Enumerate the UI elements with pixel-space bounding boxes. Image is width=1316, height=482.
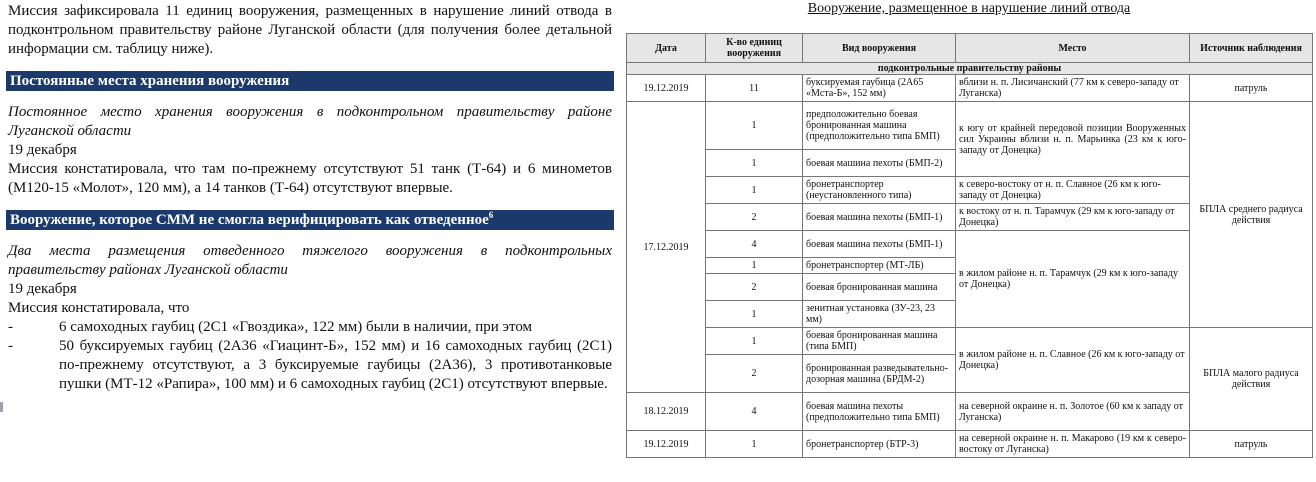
section-heading-storage <box>6 71 614 91</box>
section-heading-unverified <box>6 210 614 230</box>
cell-type: боевая машина пехоты (БМП-1) <box>803 204 956 231</box>
table-title: Вооружение, размещенное в нарушение линий отвода <box>807 1 1131 16</box>
table-header-row <box>627 34 1313 63</box>
table-row <box>627 431 1313 458</box>
cell-type: бронетранспортер (МТ-ЛБ) <box>803 258 956 274</box>
cell-place: в жилом районе н. п. Славное (26 км к юго-западу от Донецка) <box>956 328 1190 393</box>
table-row <box>627 75 1313 102</box>
weapons-table-panel <box>626 0 1312 458</box>
cell-type: буксируемая гаубица (2А65 «Мста-Б», 152 мм) <box>803 75 956 102</box>
cell-type: боевая бронированная машина (типа БМП) <box>803 328 956 355</box>
cell-count: 1 <box>706 258 803 274</box>
cell-type: боевая машина пехоты (БМП-2) <box>803 150 956 177</box>
cell-count: 1 <box>706 102 803 150</box>
cell-type: бронетранспортер (БТР-3) <box>803 431 956 458</box>
cell-count: 2 <box>706 204 803 231</box>
cell-count: 1 <box>706 301 803 328</box>
cell-count: 2 <box>706 274 803 301</box>
list-item: - 50 буксируемых гаубиц (2А36 «Гиацинт-Б», 152 мм) и 16 самоходных гаубиц (2С1) по-прежнему отсутствуют, а 3 буксируемые гаубицы (2А36), 3 противотанковые пушки (МТ-12 «Рапира», 100 мм) и 6 самоходных гаубиц (2С1) отсутствуют впервые. <box>36 337 612 394</box>
unverified-lead: Миссия констатировала, что <box>8 300 190 316</box>
section-heading-storage-text: Постоянные места хранения вооружения <box>10 73 290 89</box>
cell-date: 19.12.2019 <box>627 431 706 458</box>
cell-place: к северо-востоку от н. п. Славное (26 км к юго-западу от Донецка) <box>956 177 1190 204</box>
unverified-date: 19 декабря <box>8 281 77 297</box>
storage-text: Миссия констатировала, что там по-прежнему отсутствуют 51 танк (Т-64) и 6 минометов (М120-15 «Молот», 120 мм), а 14 танков (Т-64) отсутствуют впервые. <box>8 161 612 196</box>
cell-source: БПЛА малого радиуса действия <box>1190 328 1313 431</box>
cell-type: зенитная установка (ЗУ-23, 23 мм) <box>803 301 956 328</box>
cell-type: предположительно боевая бронированная машина (предположительно типа БМП) <box>803 102 956 150</box>
section-heading-unverified-text: Вооружение, которое СММ не смогла верифицировать как отведенное <box>10 212 489 228</box>
table-row <box>627 102 1313 150</box>
cell-source: патруль <box>1190 75 1313 102</box>
cell-count: 11 <box>706 75 803 102</box>
storage-subtitle: Постоянное место хранения вооружения в подконтрольном правительству районе Луганской области <box>8 104 612 139</box>
cell-date: 19.12.2019 <box>627 75 706 102</box>
header-date: Дата <box>627 34 706 63</box>
cell-date: 18.12.2019 <box>627 393 706 431</box>
cell-type: боевая бронированная машина <box>803 274 956 301</box>
cell-count: 2 <box>706 355 803 393</box>
header-place: Место <box>956 34 1190 63</box>
cell-place: к востоку от н. п. Тарамчук (29 км к юго-западу от Донецка) <box>956 204 1190 231</box>
cell-source: патруль <box>1190 431 1313 458</box>
cell-type: бронированная разведывательно-дозорная машина (БРДМ-2) <box>803 355 956 393</box>
cell-type: боевая машина пехоты (БМП-1) <box>803 231 956 258</box>
table-section-row <box>627 63 1313 75</box>
cell-place: на северной окраине н. п. Макарово (19 км к северо-востоку от Луганска) <box>956 431 1190 458</box>
cell-count: 4 <box>706 231 803 258</box>
cell-place: вблизи н. п. Лисичанский (77 км к северо-западу от Луганска) <box>956 75 1190 102</box>
weapons-table <box>626 33 1313 458</box>
cell-place: в жилом районе н. п. Тарамчук (29 км к юго-западу от Донецка) <box>956 231 1190 328</box>
cell-place: на северной окраине н. п. Золотое (60 км к западу от Луганска) <box>956 393 1190 431</box>
cell-count: 1 <box>706 150 803 177</box>
unverified-subtitle: Два места размещения отведенного тяжелого вооружения в подконтрольных правительству районах Луганской области <box>8 243 612 278</box>
cell-source: БПЛА среднего радиуса действия <box>1190 102 1313 328</box>
cell-date: 17.12.2019 <box>627 102 706 393</box>
section-label: подконтрольные правительству районы <box>627 63 1313 75</box>
cell-count: 1 <box>706 177 803 204</box>
cell-type: боевая машина пехоты (предположительно типа БМП) <box>803 393 956 431</box>
unverified-list <box>8 318 612 394</box>
cell-count: 1 <box>706 431 803 458</box>
cell-count: 1 <box>706 328 803 355</box>
intro-paragraph: Миссия зафиксировала 11 единиц вооружения, размещенных в нарушение линий отвода в подконтрольном правительству районе Луганской области (для получения более детальной информации см. таблицу ниже). <box>8 3 612 57</box>
list-item: - 6 самоходных гаубиц (2С1 «Гвоздика», 122 мм) были в наличии, при этом <box>36 318 612 337</box>
margin-marker <box>0 402 3 412</box>
header-type: Вид вооружения <box>803 34 956 63</box>
table-row <box>627 328 1313 355</box>
footnote-marker[interactable]: 6 <box>488 210 494 220</box>
cell-place: к югу от крайней передовой позиции Вооруженных сил Украины вблизи н. п. Марьинка (23 км к юго-западу от Донецка) <box>956 102 1190 177</box>
cell-count: 4 <box>706 393 803 431</box>
storage-date: 19 декабря <box>8 142 77 158</box>
header-source: Источник наблюдения <box>1190 34 1313 63</box>
header-count: К-во единиц вооружения <box>706 34 803 63</box>
report-text <box>8 2 612 394</box>
cell-type: бронетранспортер (неустановленного типа) <box>803 177 956 204</box>
